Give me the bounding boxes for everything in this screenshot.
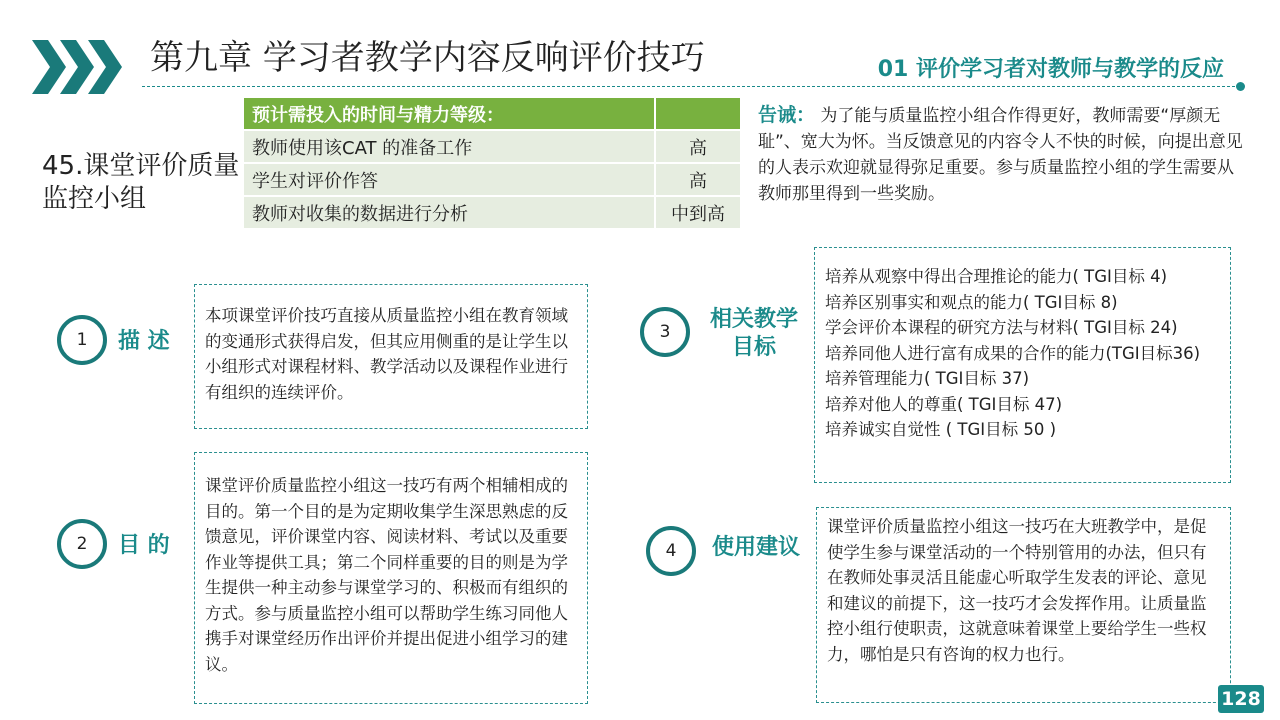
usage-suggestion-box bbox=[816, 507, 1231, 703]
chapter-title: 第九章 学习者教学内容反响评价技巧 bbox=[150, 38, 705, 78]
goal-item: 培养区别事实和观点的能力( TGI目标 8) bbox=[825, 292, 1118, 312]
table-cell-level: 中到高 bbox=[655, 196, 741, 229]
description-text: 本项课堂评价技巧直接从质量监控小组在教育领域的变通形式获得启发，但其应用侧重的是让学生以小组形式对课程材料、教学活动以及课程作业进行有组织的连续评价。 bbox=[205, 306, 568, 402]
chevron-arrows-icon bbox=[32, 40, 132, 94]
section-3-label-line1: 相关教学 bbox=[709, 307, 798, 332]
goal-item: 培养诚实自觉性 ( TGI目标 50 ) bbox=[825, 420, 1057, 439]
goal-item: 培养从观察中得出合理推论的能力( TGI目标 4) bbox=[825, 267, 1168, 286]
table-header-empty-cell bbox=[655, 97, 741, 130]
effort-level-table bbox=[242, 96, 742, 230]
goals-box bbox=[814, 247, 1231, 483]
warning-label: 告诫： bbox=[758, 104, 816, 126]
goal-item: 培养管理能力( TGI目标 37) bbox=[825, 369, 1030, 388]
table-row bbox=[243, 163, 741, 196]
goal-item: 培养同他人进行富有成果的合作的能力(TGI目标36) bbox=[825, 343, 1201, 363]
section-2-label: 目 的 bbox=[118, 533, 170, 558]
section-1-label: 描 述 bbox=[118, 329, 170, 354]
table-header-cell: 预计需投入的时间与精力等级： bbox=[243, 97, 655, 130]
table-cell-task: 学生对评价作答 bbox=[243, 163, 655, 196]
table-cell-task: 教师使用该CAT 的准备工作 bbox=[243, 130, 655, 163]
table-cell-level: 高 bbox=[655, 130, 741, 163]
page-number-badge: 128 bbox=[1218, 685, 1264, 713]
table-row bbox=[243, 196, 741, 229]
purpose-text: 课堂评价质量监控小组这一技巧有两个相辅相成的目的。第一个目的是为定期收集学生深思熟虑的反馈意见，评价课堂内容、阅读材料、考试以及重要作业等提供工具；第二个同样重要的目的则是为学生提供一种主动参与课堂学习的、积极而有组织的方式。参与质量监控小组可以帮助学生练习同他人携手对课堂经历作出评价并提出促进小组学习的建议。 bbox=[205, 476, 568, 674]
usage-suggestion-text: 课堂评价质量监控小组这一技巧在大班教学中，是促使学生参与课堂活动的一个特别管用的办法，但只有在教师处事灵活且能虚心听取学生发表的评论、意见和建议的前提下，这一技巧才会发挥作用。让质量监控小组行使职责，这就意味着课堂上要给学生一些权力，哪怕是只有咨询的权力也行。 bbox=[827, 517, 1207, 664]
section-4-number-circle: 4 bbox=[646, 526, 696, 576]
section-title: 01 评价学习者对教师与教学的反应 bbox=[877, 57, 1224, 82]
header-divider-dot bbox=[1236, 82, 1245, 91]
section-3-label-line2: 目标 bbox=[731, 335, 776, 360]
description-box bbox=[194, 284, 588, 429]
table-header-row bbox=[243, 97, 741, 130]
section-1-number-circle: 1 bbox=[57, 315, 107, 365]
warning-note bbox=[758, 102, 1248, 207]
goal-item: 学会评价本课程的研究方法与材料( TGI目标 24) bbox=[825, 318, 1178, 337]
goal-item: 培养对他人的尊重( TGI目标 47) bbox=[825, 394, 1063, 414]
section-2-number-circle: 2 bbox=[57, 519, 107, 569]
technique-title: 45.课堂评价质量监控小组 bbox=[42, 151, 240, 214]
purpose-box bbox=[194, 452, 588, 704]
table-row bbox=[243, 130, 741, 163]
section-4-label: 使用建议 bbox=[712, 535, 801, 560]
warning-text: 为了能与质量监控小组合作得更好，教师需要“厚颜无耻”、宽大为怀。当反馈意见的内容令人不快的时候，向提出意见的人表示欢迎就显得弥足重要。参与质量监控小组的学生需要从教师那里得到一些奖励。 bbox=[758, 106, 1243, 204]
table-cell-level: 高 bbox=[655, 163, 741, 196]
section-3-label bbox=[702, 306, 806, 362]
header-divider bbox=[142, 86, 1240, 87]
section-3-number-circle: 3 bbox=[640, 307, 690, 357]
table-cell-task: 教师对收集的数据进行分析 bbox=[243, 196, 655, 229]
